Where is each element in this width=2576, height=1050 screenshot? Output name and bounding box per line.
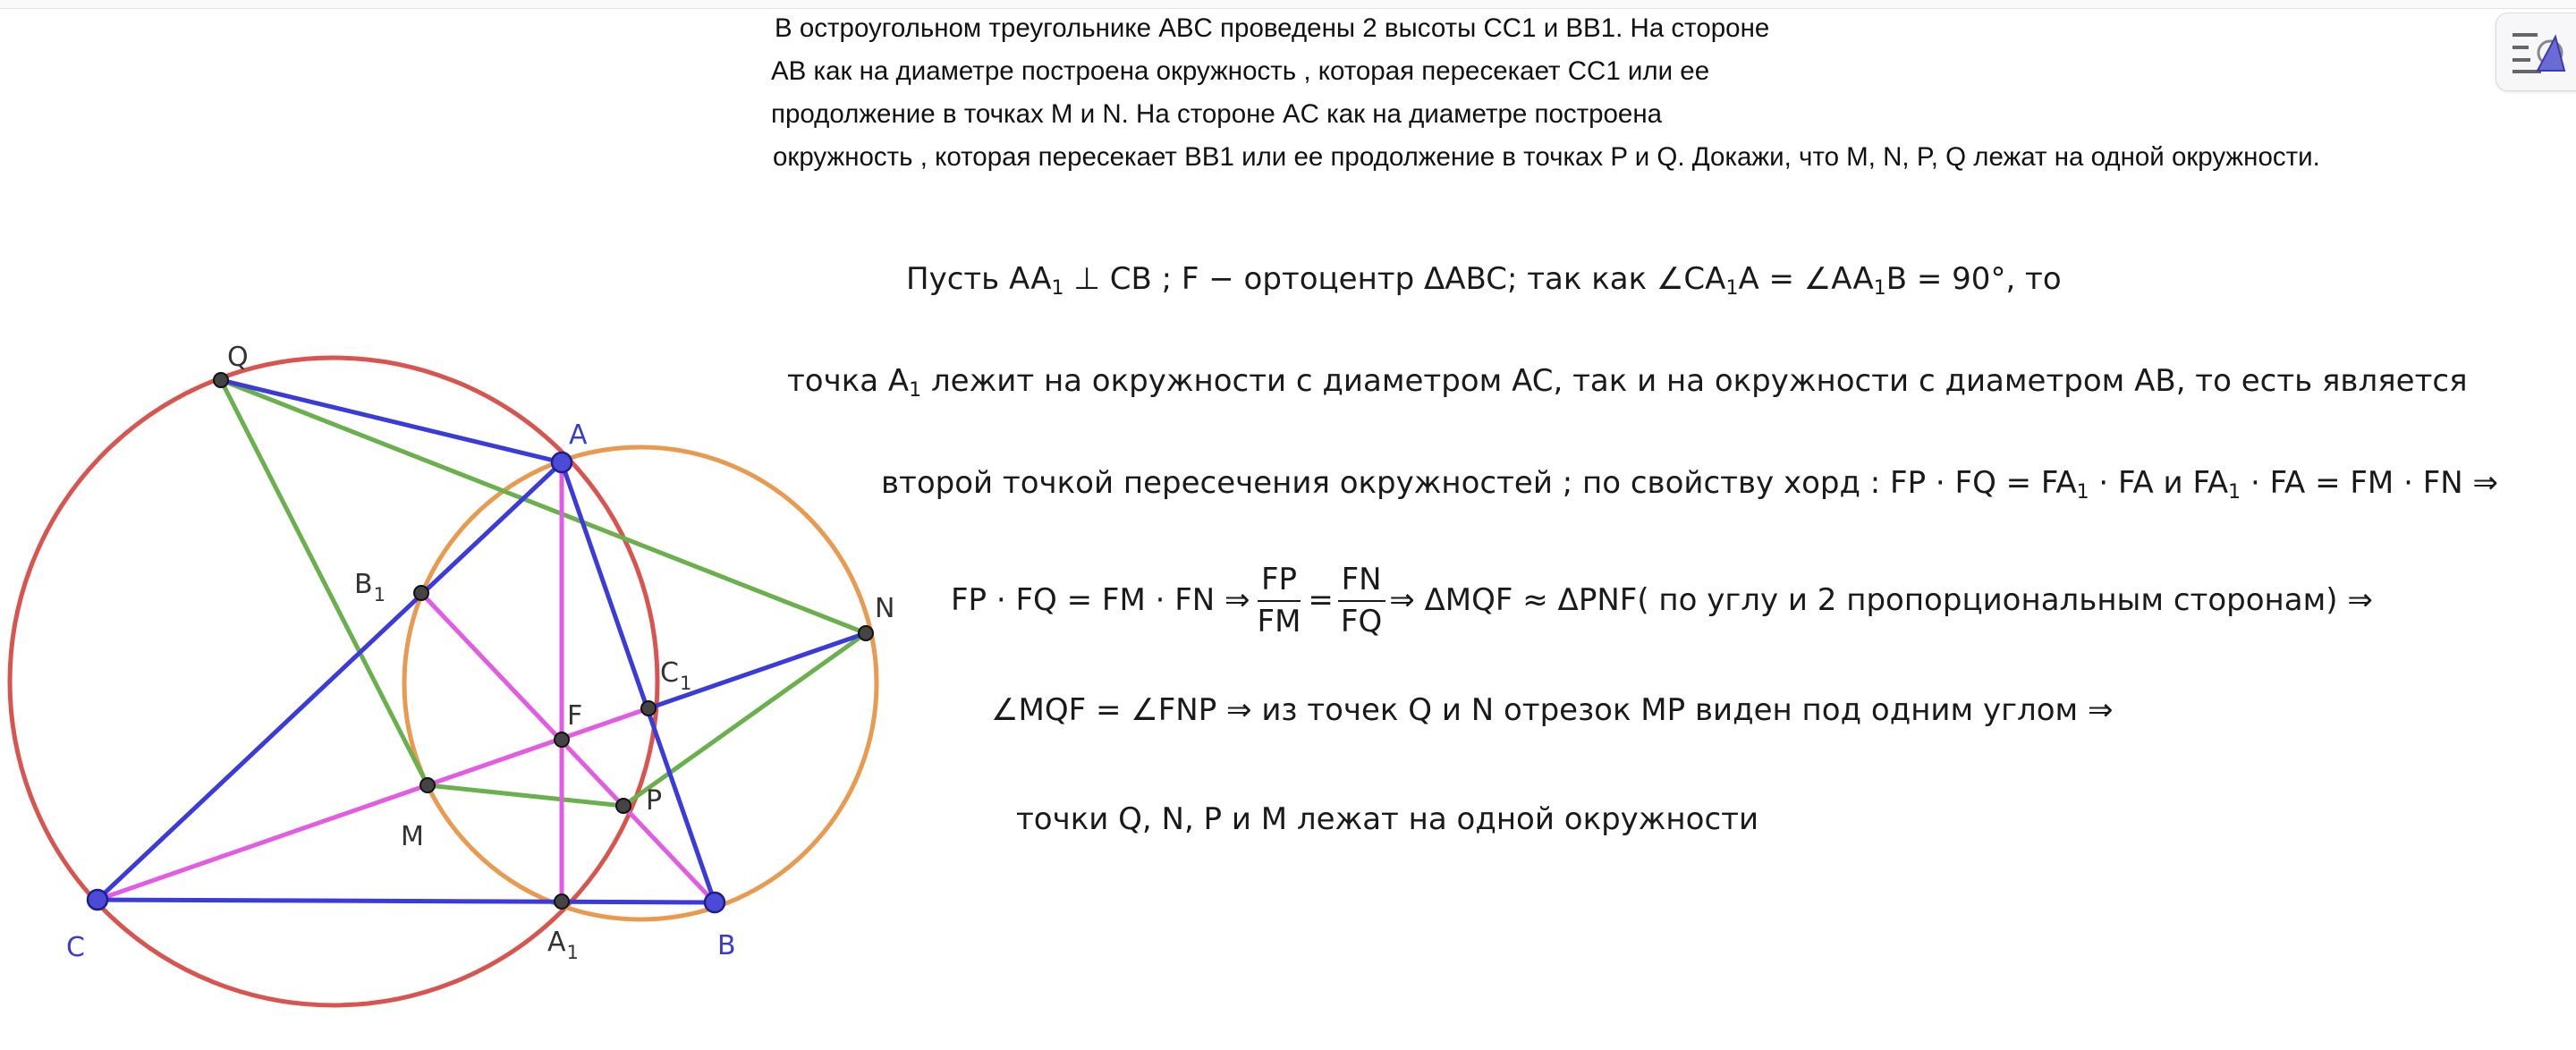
segment-mp [428,785,623,806]
problem-line-3: продолжение в точках M и N. На стороне AC как на диаметре построена [771,99,1663,129]
problem-line-4: окружность , которая пересекает BB1 или ее продолжение в точках P и Q. Докажи, что M, N, P, Q лежат на одной окружности. [773,142,2320,172]
algebra-menu-icon [2511,30,2566,74]
point-a[interactable] [552,453,572,472]
proof-line-5: ∠MQF = ∠FNP ⇒ из точек Q и N отрезок MP виден под одним углом ⇒ [991,692,2114,728]
proof-line-1: Пусть $AA_1$ ⊥ CB ; F − ортоцентр ΔABC; так как $\angle CA_1A$ = $\angle AA_1B = 90^\circ$, то [906,261,2062,300]
point-f[interactable] [555,732,569,747]
proof-line-3: второй точкой пересечения окружностей ; по свойству хорд : FP · FQ = $FA_1$ · FA и $FA_1$ · FA = FM · FN ⇒ [881,465,2498,504]
proof-line-4: FP · FQ = FM · FN ⇒ $\frac{FP}{FM}$ = $\frac{FN}{FQ}$ ⇒ ΔMQF ≈ ΔPNF( по углу и 2 пропорциональным сторонам) ⇒ [951,562,2373,640]
point-n[interactable] [859,626,873,640]
point-p[interactable] [616,799,631,813]
label-c: C [66,932,85,963]
point-b[interactable] [705,893,724,912]
label-a1: $A_1$ [547,927,579,963]
label-a: A [569,419,588,451]
point-a1[interactable] [555,894,569,909]
segment-qn [221,380,866,633]
side-ab [562,462,715,902]
label-b: B [717,930,736,961]
proof-line-2: точка $A_1$ лежит на окружности с диаметром AC, так и на окружности с диаметром AB, то есть является [787,363,2468,402]
point-c1[interactable] [641,701,656,716]
point-b1[interactable] [414,586,428,600]
fraction-fn-fq: $\frac{FN}{FQ}$ [1337,563,1385,639]
fraction-fp-fm: $\frac{FP}{FM}$ [1257,562,1301,640]
point-m[interactable] [420,778,435,792]
label-n: N [875,593,895,624]
side-ca [97,462,562,900]
altitude-bb1 [421,593,715,902]
label-c1: $C_1$ [660,657,692,694]
point-q[interactable] [214,373,228,387]
geometry-figure [0,0,948,1050]
label-m: M [401,821,424,852]
problem-line-1: В остроугольном треугольнике ABC проведены 2 высоты CC1 и BB1. На стороне [775,13,1770,43]
label-b1: $B_1$ [354,569,386,605]
label-p: P [646,785,663,817]
point-c[interactable] [88,890,107,910]
side-cb [97,900,715,902]
proof-line-6: точки Q, N, P и M лежат на одной окружности [1016,801,1759,837]
algebra-menu-button[interactable] [2496,13,2576,91]
label-f: F [567,700,583,732]
segment-qa [221,380,562,462]
label-q: Q [227,342,249,373]
segment-qm [221,380,428,785]
segment-c1n [648,633,866,708]
problem-line-2: AB как на диаметре построена окружность , которая пересекает CC1 или ее [771,56,1710,86]
